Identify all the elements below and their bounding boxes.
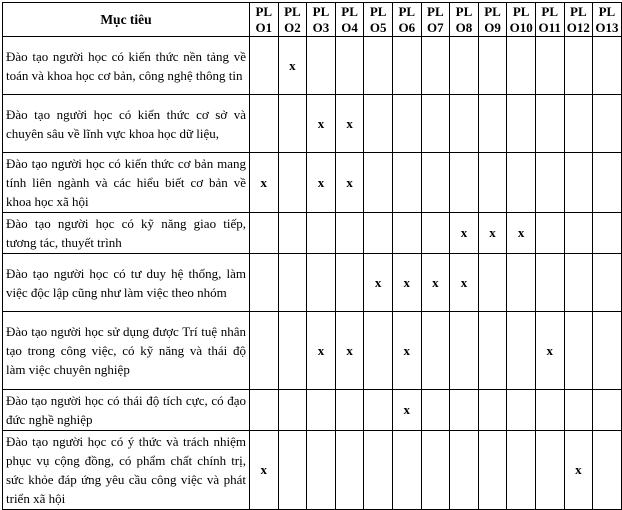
plo-header-8 — [450, 3, 479, 37]
plo-mark-cell — [593, 390, 622, 431]
plo-mark-cell: x — [478, 213, 507, 254]
table-row — [3, 431, 622, 510]
plo-mark-cell — [593, 153, 622, 213]
plo-mark-cell — [392, 37, 421, 95]
plo-header-suffix: O4 — [341, 19, 358, 35]
plo-mark-cell — [250, 95, 279, 153]
plo-mark-cell — [421, 213, 450, 254]
plo-mark-cell: x — [250, 431, 279, 510]
plo-header-suffix: O1 — [255, 19, 273, 35]
plo-header-prefix: PL — [255, 3, 273, 19]
plo-mark-cell — [307, 254, 336, 312]
plo-mark-cell: x — [278, 37, 307, 95]
plo-header-2 — [278, 3, 307, 37]
plo-mark-cell — [278, 213, 307, 254]
plo-mark-cell: x — [364, 254, 393, 312]
plo-mark-cell — [364, 153, 393, 213]
plo-mark-cell — [593, 312, 622, 390]
plo-mark-cell — [564, 312, 593, 390]
plo-mark-cell — [478, 431, 507, 510]
plo-mark-cell — [564, 37, 593, 95]
plo-mark-cell — [535, 213, 564, 254]
plo-mark-cell — [421, 95, 450, 153]
plo-mark-cell — [507, 254, 536, 312]
plo-header-suffix: O9 — [484, 19, 501, 35]
plo-mark-cell — [478, 390, 507, 431]
plo-mark-cell: x — [307, 312, 336, 390]
plo-mark-cell — [307, 213, 336, 254]
plo-header-prefix: PL — [312, 3, 330, 19]
plo-mark-cell — [593, 37, 622, 95]
table-row — [3, 254, 622, 312]
plo-mark-cell — [250, 390, 279, 431]
plo-mark-cell: x — [392, 312, 421, 390]
matrix-body — [3, 37, 622, 510]
plo-mark-cell — [335, 37, 364, 95]
plo-header-suffix: O8 — [455, 19, 473, 35]
plo-header-11 — [535, 3, 564, 37]
plo-mark-cell — [278, 390, 307, 431]
plo-header-6 — [392, 3, 421, 37]
plo-mark-cell — [250, 312, 279, 390]
plo-mark-cell — [392, 153, 421, 213]
plo-mark-cell: x — [335, 95, 364, 153]
plo-mark-cell — [507, 153, 536, 213]
plo-header-suffix: O12 — [566, 19, 590, 35]
plo-mark-cell — [364, 390, 393, 431]
header-row — [3, 3, 622, 37]
goal-cell: Đào tạo người học có tư duy hệ thống, làm việc độc lập cũng như làm việc theo nhóm — [3, 254, 250, 312]
plo-header-12 — [564, 3, 593, 37]
plo-mark-cell: x — [421, 254, 450, 312]
plo-mark-cell — [364, 213, 393, 254]
plo-mark-cell — [535, 254, 564, 312]
plo-header-13 — [593, 3, 622, 37]
plo-mark-cell — [364, 37, 393, 95]
plo-mark-cell — [307, 431, 336, 510]
plo-mark-cell — [564, 95, 593, 153]
plo-mark-cell — [450, 390, 479, 431]
table-row — [3, 153, 622, 213]
plo-mark-cell: x — [507, 213, 536, 254]
plo-mark-cell: x — [250, 153, 279, 213]
plo-mark-cell — [535, 390, 564, 431]
plo-mark-cell: x — [450, 254, 479, 312]
plo-mark-cell — [507, 390, 536, 431]
plo-mark-cell — [535, 37, 564, 95]
plo-mark-cell — [421, 37, 450, 95]
goal-cell: Đào tạo người học có kiến thức cơ bản mang tính liên ngành và các hiểu biết cơ bản về khoa học xã hội — [3, 153, 250, 213]
plo-mark-cell — [593, 254, 622, 312]
plo-mark-cell — [392, 95, 421, 153]
goal-cell: Đào tạo người học có ý thức và trách nhiệm phục vụ cộng đồng, có phẩm chất chính trị, sức khỏe đáp ứng yêu cầu công việc và phát triển xã hội — [3, 431, 250, 510]
plo-mark-cell — [392, 213, 421, 254]
plo-mark-cell — [564, 390, 593, 431]
plo-mark-cell: x — [307, 153, 336, 213]
goal-cell: Đào tạo người học có thái độ tích cực, có đạo đức nghề nghiệp — [3, 390, 250, 431]
plo-mark-cell — [278, 95, 307, 153]
plo-mark-cell — [535, 431, 564, 510]
plo-mark-cell — [450, 431, 479, 510]
plo-mark-cell — [478, 153, 507, 213]
plo-header-suffix: O5 — [369, 19, 387, 35]
plo-mark-cell: x — [392, 254, 421, 312]
plo-mark-cell — [364, 312, 393, 390]
plo-mark-cell — [564, 213, 593, 254]
plo-mark-cell — [593, 95, 622, 153]
plo-header-suffix: O10 — [509, 19, 533, 35]
plo-mark-cell — [507, 312, 536, 390]
goal-column-header: Mục tiêu — [3, 3, 250, 37]
plo-header-suffix: O13 — [595, 19, 619, 35]
plo-header-10 — [507, 3, 536, 37]
plo-header-5 — [364, 3, 393, 37]
plo-mark-cell — [507, 37, 536, 95]
plo-mark-cell — [450, 312, 479, 390]
table-row — [3, 390, 622, 431]
plo-mark-cell — [335, 213, 364, 254]
goal-cell: Đào tạo người học có kiến thức cơ sở và chuyên sâu về lĩnh vực khoa học dữ liệu, — [3, 95, 250, 153]
plo-header-suffix: O3 — [312, 19, 330, 35]
plo-mark-cell: x — [335, 153, 364, 213]
goal-cell: Đào tạo người học sử dụng được Trí tuệ nhân tạo trong công việc, có kỹ năng và thái độ làm việc chuyên nghiệp — [3, 312, 250, 390]
plo-header-suffix: O7 — [427, 19, 444, 35]
plo-mark-cell — [250, 37, 279, 95]
plo-mark-cell: x — [450, 213, 479, 254]
plo-mark-cell — [450, 153, 479, 213]
goal-cell: Đào tạo người học có kỹ năng giao tiếp, tương tác, thuyết trình — [3, 213, 250, 254]
plo-header-prefix: PL — [512, 3, 530, 19]
plo-mark-cell — [478, 312, 507, 390]
plo-header-7 — [421, 3, 450, 37]
plo-mark-cell — [450, 95, 479, 153]
plo-header-prefix: PL — [427, 3, 444, 19]
plo-mark-cell — [307, 37, 336, 95]
plo-mark-cell — [507, 95, 536, 153]
plo-mark-cell — [564, 254, 593, 312]
plo-header-suffix: O2 — [284, 19, 301, 35]
plo-header-suffix: O11 — [538, 19, 561, 35]
plo-header-1 — [250, 3, 279, 37]
plo-header-prefix: PL — [398, 3, 416, 19]
plo-mark-cell — [364, 95, 393, 153]
plo-mark-cell — [478, 37, 507, 95]
plo-header-prefix: PL — [369, 3, 387, 19]
plo-mark-cell — [593, 213, 622, 254]
plo-header-9 — [478, 3, 507, 37]
plo-mark-cell — [250, 254, 279, 312]
plo-mark-cell — [250, 213, 279, 254]
plo-header-3 — [307, 3, 336, 37]
plo-mark-cell — [335, 431, 364, 510]
plo-mark-cell — [278, 431, 307, 510]
plo-mark-cell — [421, 312, 450, 390]
plo-mark-cell — [535, 153, 564, 213]
plo-mark-cell — [478, 95, 507, 153]
plo-mark-cell — [278, 312, 307, 390]
plo-header-prefix: PL — [455, 3, 473, 19]
plo-mark-cell — [335, 254, 364, 312]
plo-mark-cell — [564, 153, 593, 213]
plo-mark-cell — [535, 95, 564, 153]
plo-header-prefix: PL — [484, 3, 501, 19]
plo-header-4 — [335, 3, 364, 37]
table-row — [3, 95, 622, 153]
plo-mark-cell — [421, 390, 450, 431]
plo-mark-cell: x — [335, 312, 364, 390]
goals-plo-matrix — [2, 2, 622, 510]
plo-mark-cell — [421, 431, 450, 510]
plo-mark-cell: x — [392, 390, 421, 431]
plo-header-prefix: PL — [541, 3, 559, 19]
plo-mark-cell: x — [564, 431, 593, 510]
plo-mark-cell — [335, 390, 364, 431]
plo-mark-cell — [278, 153, 307, 213]
plo-mark-cell — [307, 390, 336, 431]
table-row — [3, 312, 622, 390]
plo-header-prefix: PL — [598, 3, 616, 19]
plo-header-prefix: PL — [284, 3, 301, 19]
plo-header-prefix: PL — [570, 3, 587, 19]
plo-mark-cell: x — [535, 312, 564, 390]
plo-mark-cell — [478, 254, 507, 312]
plo-mark-cell — [421, 153, 450, 213]
plo-header-prefix: PL — [341, 3, 358, 19]
plo-mark-cell — [364, 431, 393, 510]
table-row — [3, 213, 622, 254]
plo-mark-cell — [392, 431, 421, 510]
table-row — [3, 37, 622, 95]
plo-mark-cell — [450, 37, 479, 95]
plo-mark-cell — [593, 431, 622, 510]
plo-mark-cell — [507, 431, 536, 510]
plo-header-suffix: O6 — [398, 19, 416, 35]
goal-cell: Đào tạo người học có kiến thức nền tảng về toán và khoa học cơ bản, công nghệ thông tin — [3, 37, 250, 95]
plo-mark-cell: x — [307, 95, 336, 153]
plo-mark-cell — [278, 254, 307, 312]
